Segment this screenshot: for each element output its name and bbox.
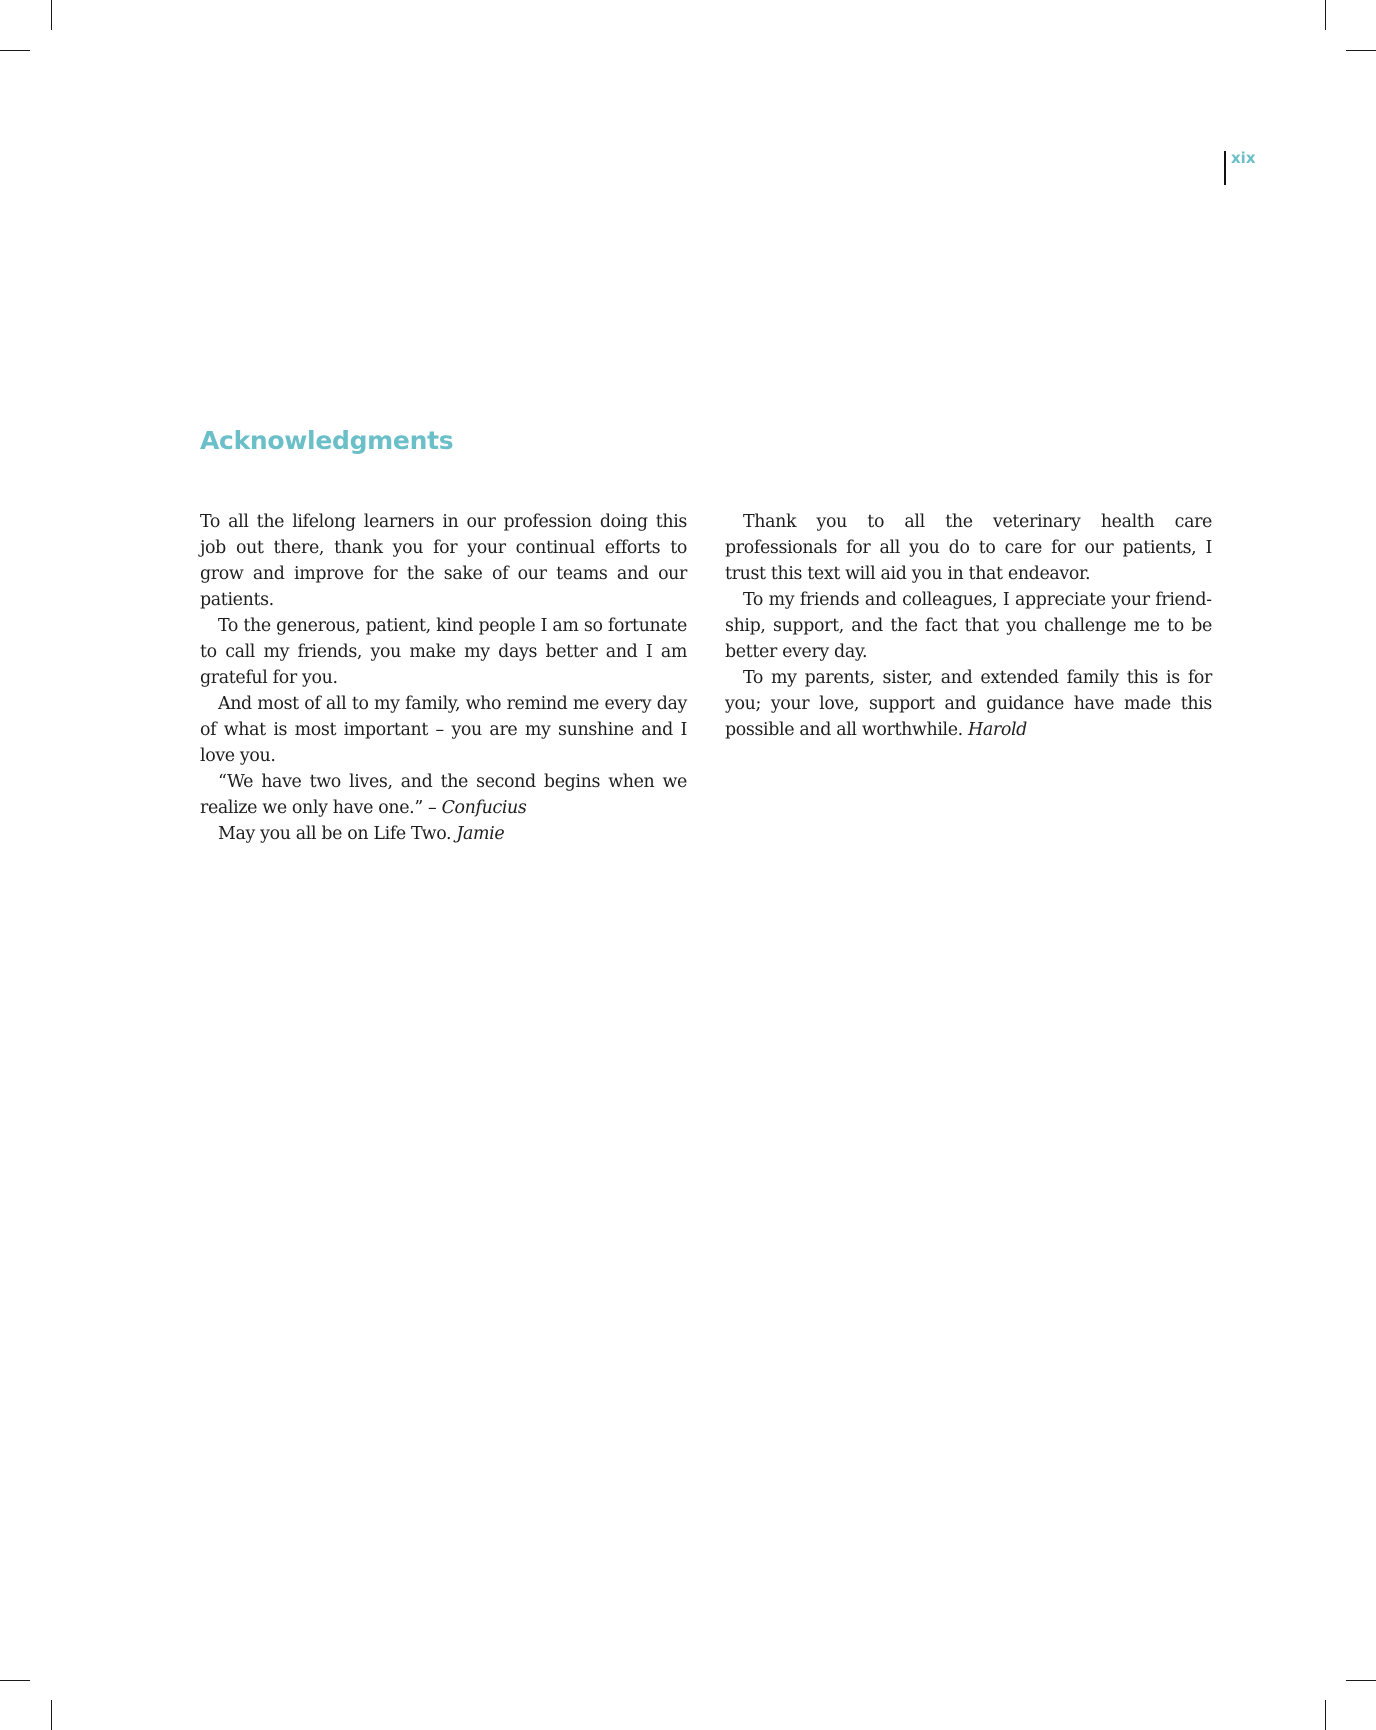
folio-rule [1224, 151, 1226, 185]
signature: Harold [968, 720, 1027, 740]
crop-mark-top-left-horizontal [0, 50, 30, 51]
paragraph: Thank you to all the veterinary health care professionals for all you do to care for our patients, I trust this text will aid you in that endeavor. [725, 512, 1212, 584]
crop-mark-bottom-left-horizontal [0, 1680, 30, 1681]
signature: Jamie [456, 824, 505, 844]
closing-text: May you all be on Life Two. [218, 824, 457, 844]
page-number: xix [1231, 149, 1256, 167]
paragraph [725, 665, 1212, 743]
crop-mark-top-right-horizontal [1346, 50, 1376, 51]
quote-paragraph [200, 769, 687, 821]
paragraph [200, 821, 687, 847]
paragraph: And most of all to my family, who remind me every day of what is most important – you are my sunshine and I love you. [200, 694, 687, 766]
crop-mark-top-right-vertical [1325, 0, 1326, 30]
crop-mark-top-left-vertical [51, 0, 52, 30]
closing-text: To my parents, sister, and extended family this is for you; your love, support and guidance have made this possible and all worthwhile. [725, 668, 1212, 740]
crop-mark-bottom-right-horizontal [1346, 1680, 1376, 1681]
crop-mark-bottom-left-vertical [51, 1700, 52, 1730]
quote-author: Confucius [441, 798, 527, 818]
right-column [725, 509, 1212, 743]
paragraph: To all the lifelong learners in our profession doing this job out there, thank you for your continual efforts to grow and improve for the sake of our teams and our patients. [200, 512, 687, 610]
left-column [200, 509, 687, 847]
crop-mark-bottom-right-vertical [1325, 1700, 1326, 1730]
quote-text: “We have two lives, and the second begins when we realize we only have one.” – [200, 772, 687, 818]
paragraph: To my friends and colleagues, I appreciate your friendship, support, and the fact that you challenge me to be better every day. [725, 590, 1212, 662]
page-title: Acknowledgments [200, 426, 454, 455]
paragraph: To the generous, patient, kind people I am so fortunate to call my friends, you make my days better and I am grateful for you. [200, 616, 687, 688]
